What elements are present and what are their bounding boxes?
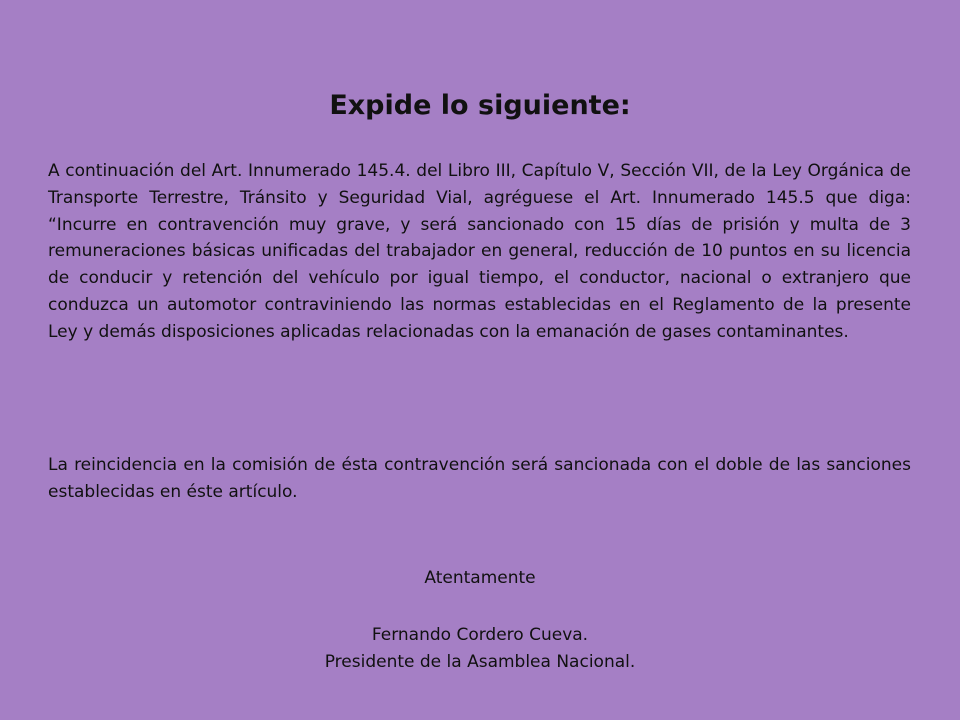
body-paragraph-reincidence: La reincidencia en la comisión de ésta contravención será sancionada con el doble de las sanciones establecidas en éste artículo. (48, 455, 911, 502)
signatory-name: Fernando Cordero Cueva. (371, 625, 589, 645)
closing-salutation: Atentamente (424, 568, 536, 588)
signatory-title: Presidente de la Asamblea Nacional. (324, 652, 636, 672)
slide-title: Expide lo siguiente: (329, 90, 631, 121)
body-paragraph-article: A continuación del Art. Innumerado 145.4. del Libro III, Capítulo V, Sección VII, de la Ley Orgánica de Transporte Terrestre, Tránsito y Seguridad Vial, agréguese el Art. Innumerado 145.5 que diga: “Incurre en contravención muy grave, y será sancionado con 15 días de prisión y multa de 3 remuneraciones básicas unificadas del trabajador en general, reducción de 10 puntos en su licencia de conducir y retención del vehículo por igual tiempo, el conductor, nacional o extranjero que conduzca un automotor contraviniendo las normas establecidas en el Reglamento de la presente Ley y demás disposiciones aplicadas relacionadas con la emanación de gases contaminantes. (48, 161, 911, 342)
